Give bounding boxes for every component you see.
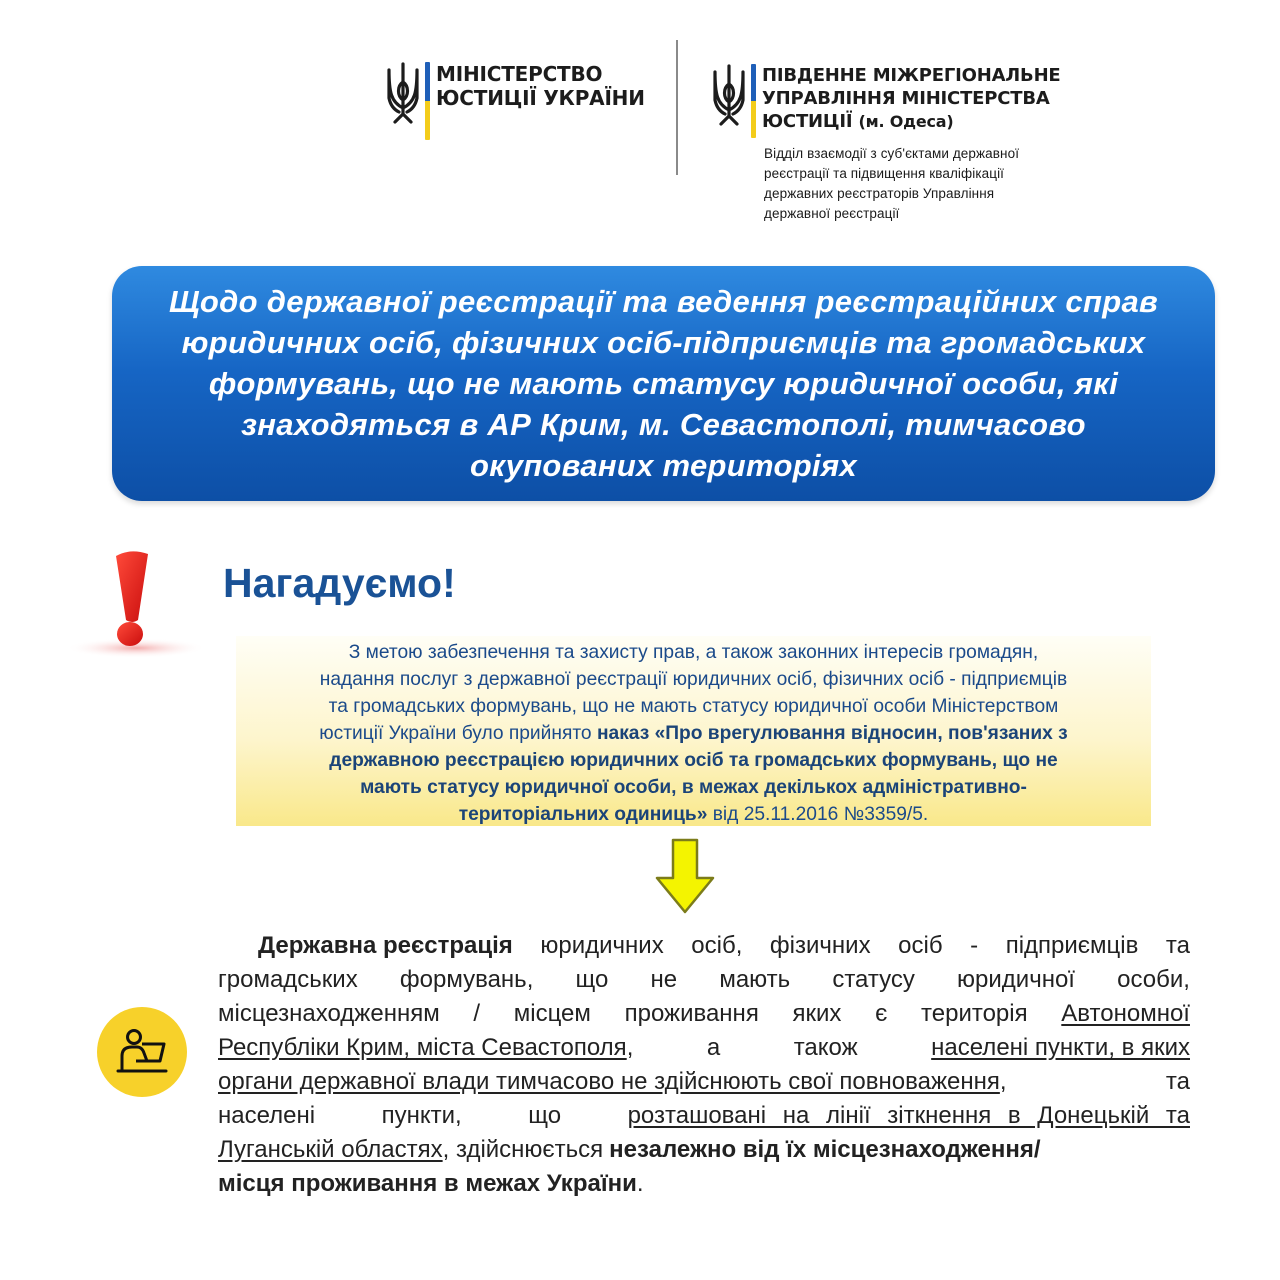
underlined-territory: населені пункти, в яких (931, 1034, 1190, 1061)
word: підприємців (1005, 932, 1139, 959)
word: формувань, (399, 966, 534, 993)
word: що (528, 1102, 562, 1129)
emphasis-text: місця проживання в межах України (218, 1170, 637, 1197)
emphasis-text: незалежно від їх місцезнаходження/ (609, 1136, 1041, 1163)
order-title-part: наказ «Про врегулювання відносин, пов'язаних з (596, 723, 1068, 744)
word: пункти, (381, 1102, 462, 1129)
word: не (650, 966, 678, 993)
underlined-territory: Автономної (1061, 1000, 1190, 1027)
ua-color-bar (425, 62, 430, 140)
banner-line: окупованих територіях (470, 448, 857, 483)
word: також (793, 1034, 858, 1061)
word: статусу (832, 966, 915, 993)
word: місцезнаходженням (218, 1000, 440, 1027)
word: особи, (1117, 966, 1190, 993)
word: проживання (624, 1000, 759, 1027)
department-caption (764, 144, 1084, 224)
word: , здійснюється (442, 1136, 604, 1163)
info-line: З метою забезпечення та захисту прав, а також законних інтересів громадян, (348, 642, 1039, 663)
word: та (1165, 932, 1190, 959)
department-line: державних реєстраторів Управління (764, 186, 995, 201)
department-line: реєстрації та підвищення кваліфікації (764, 166, 1005, 181)
department-line: державної реєстрації (764, 206, 900, 221)
word: місцем (513, 1000, 591, 1027)
word: що (575, 966, 609, 993)
info-line: та громадських формувань, що не мають статусу юридичної особи Міністерством (328, 696, 1059, 717)
word: - (970, 932, 979, 959)
word: мають (719, 966, 791, 993)
underlined-territory: Луганській областях (218, 1136, 443, 1163)
banner-line: формувань, що не мають статусу юридичної особи, які (208, 366, 1119, 401)
underlined-territory: Республіки Крим, міста Севастополя (218, 1034, 627, 1061)
regional-name-line3: ЮСТИЦІЇ (762, 111, 853, 132)
word: а (706, 1034, 721, 1061)
order-date: від 25.11.2016 №3359/5. (712, 804, 929, 825)
ministry-name-line1: МІНІСТЕРСТВО (436, 62, 603, 86)
trident-icon (385, 62, 421, 124)
term-state-registration: Державна реєстрація (258, 932, 513, 959)
word: , (999, 1068, 1007, 1095)
department-line: Відділ взаємодії з суб'єктами державної (764, 146, 1020, 161)
word: територія (921, 1000, 1028, 1027)
regional-city: (м. Одеса) (858, 112, 954, 131)
title-banner (112, 266, 1215, 501)
person-at-laptop-icon (97, 1007, 187, 1097)
word: юридичної (957, 966, 1075, 993)
word: та (1165, 1068, 1190, 1095)
ua-color-bar (751, 64, 756, 138)
word: осіб (898, 932, 943, 959)
word: є (875, 1000, 888, 1027)
word: . (636, 1170, 644, 1197)
down-arrow-icon (655, 838, 715, 914)
underlined-territory: органи державної влади тимчасово не здійснюють свої повноваження (218, 1068, 1000, 1095)
order-title-part: державною реєстрацією юридичних осіб та громадських формувань, що не (329, 750, 1058, 771)
ministry-name-line2: ЮСТИЦІЇ УКРАЇНИ (436, 86, 645, 110)
info-line: надання послуг з державної реєстрації юридичних осіб, фізичних осіб - підприємців (319, 669, 1068, 690)
info-line: юстиції України було прийнято (319, 723, 592, 744)
regional-office-logo (711, 64, 1061, 138)
order-title-part: територіальних одиниць» (458, 804, 708, 825)
order-info-box (236, 636, 1151, 826)
underlined-territory: розташовані на лінії зіткнення в Донецькій та (627, 1102, 1190, 1129)
regional-name-line2: УПРАВЛІННЯ МІНІСТЕРСТВА (762, 88, 1050, 109)
word: населені (218, 1102, 316, 1129)
banner-line: юридичних осіб, фізичних осіб-підприємців та громадських (181, 325, 1146, 360)
word: юридичних (540, 932, 664, 959)
banner-line: знаходяться в АР Крим, м. Севастополі, тимчасово (241, 407, 1086, 442)
word: / (473, 1000, 481, 1027)
regional-name-line1: ПІВДЕННЕ МІЖРЕГІОНАЛЬНЕ (762, 65, 1061, 86)
main-paragraph (218, 929, 1190, 1201)
word: громадських (218, 966, 358, 993)
word: яких (792, 1000, 842, 1027)
word: , (626, 1034, 634, 1061)
order-title-part: мають статусу юридичної особи, в межах декількох адміністративно- (360, 777, 1027, 798)
reminder-title: Нагадуємо! (223, 560, 456, 606)
trident-icon (711, 64, 747, 126)
banner-line: Щодо державної реєстрації та ведення реєстраційних справ (168, 284, 1159, 319)
word: фізичних (769, 932, 871, 959)
exclamation-icon (64, 548, 214, 668)
header-divider (676, 40, 678, 175)
ministry-logo (385, 62, 645, 140)
word: осіб, (691, 932, 743, 959)
